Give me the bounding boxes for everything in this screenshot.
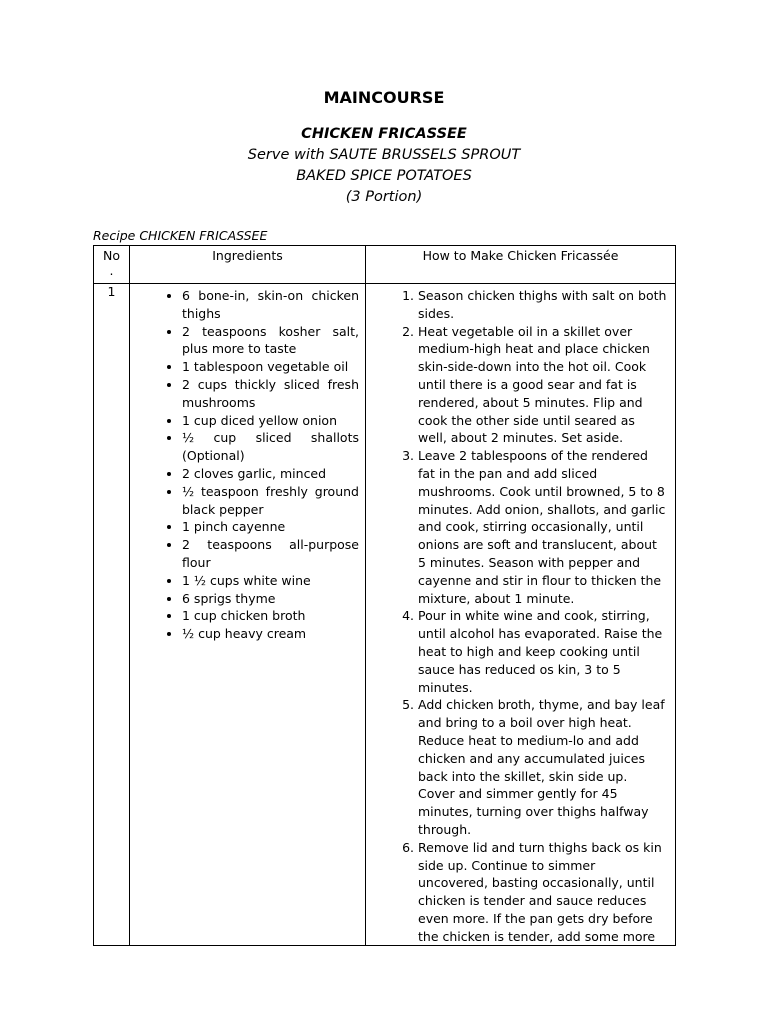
step-item: 3. Leave 2 tablespoons of the rendered fat in the pan and add sliced mushrooms. Cook until browned, 5 to 8 minutes. Add onion, shallots, and garlic and cook, stirring occasionally, until onions are soft and translucent, about 5 minutes. Season with pepper and cayenne and stir in flour to thicken the mixture, about 1 minute. xyxy=(418,447,667,607)
header-no xyxy=(94,246,130,284)
header-ingredients: Ingredients xyxy=(130,246,366,284)
ingredient-item: • 1 tablespoon vegetable oil xyxy=(182,358,359,376)
ingredient-item: • 6 sprigs thyme xyxy=(182,590,359,608)
ingredient-item: • 1 cup diced yellow onion xyxy=(182,412,359,430)
header-method: How to Make Chicken Fricassée xyxy=(366,246,676,284)
ingredients-list xyxy=(130,287,365,643)
side-dish: BAKED SPICE POTATOES xyxy=(296,168,472,184)
portion: (3 Portion) xyxy=(345,189,423,205)
table-row xyxy=(94,284,676,946)
row-number: 1 xyxy=(94,284,130,946)
ingredient-item: • 2 teaspoons kosher salt, plus more to taste xyxy=(182,323,359,359)
ingredient-item: • 2 cups thickly sliced fresh mushrooms xyxy=(182,376,359,412)
step-item: 4. Pour in white wine and cook, stirring, until alcohol has evaporated. Raise the heat to high and keep cooking until sauce has reduced os kin, 3 to 5 minutes. xyxy=(418,607,667,696)
ingredients-cell xyxy=(130,284,366,946)
steps-list xyxy=(366,287,675,945)
recipe-table xyxy=(93,245,676,946)
method-cell xyxy=(366,284,676,946)
step-item: 1. Season chicken thighs with salt on both sides. xyxy=(418,287,667,323)
ingredient-item: • 1 pinch cayenne xyxy=(182,518,359,536)
ingredient-item: • 6 bone-in, skin-on chicken thighs xyxy=(182,287,359,323)
serve-with: Serve with SAUTE BRUSSELS SPROUT xyxy=(247,147,521,163)
ingredient-item: • ½ teaspoon freshly ground black pepper xyxy=(182,483,359,519)
table-caption: Recipe CHICKEN FRICASSEE xyxy=(93,228,268,243)
header-no-dot: . xyxy=(109,263,114,278)
step-item: 6. Remove lid and turn thighs back os kin side up. Continue to simmer uncovered, basting occasionally, until chicken is tender and sauce reduces even more. If the pan gets dry before the chicken is tender, add some more xyxy=(418,839,667,946)
ingredient-item: • ½ cup sliced shallots (Optional) xyxy=(182,429,359,465)
header-no-text: No xyxy=(103,248,120,263)
subtitle-block xyxy=(0,124,768,208)
step-item: 2. Heat vegetable oil in a skillet over medium-high heat and place chicken skin-side-down into the hot oil. Cook until there is a good sear and fat is rendered, about 5 minutes. Flip and cook the other side until seared as well, about 2 minutes. Set aside. xyxy=(418,323,667,448)
ingredient-item: • 2 cloves garlic, minced xyxy=(182,465,359,483)
step-item: 5. Add chicken broth, thyme, and bay leaf and bring to a boil over high heat. Reduce heat to medium-lo and add chicken and any accumulated juices back into the skillet, skin side up. Cover and simmer gently for 45 minutes, turning over thighs halfway through. xyxy=(418,696,667,838)
ingredient-item: • ½ cup heavy cream xyxy=(182,625,359,643)
ingredient-item: • 2 teaspoons all-purpose flour xyxy=(182,536,359,572)
dish-name: CHICKEN FRICASSEE xyxy=(301,126,467,142)
page-title: MAINCOURSE xyxy=(323,88,445,107)
ingredient-item: • 1 cup chicken broth xyxy=(182,607,359,625)
table-header-row xyxy=(94,246,676,284)
ingredient-item: • 1 ½ cups white wine xyxy=(182,572,359,590)
